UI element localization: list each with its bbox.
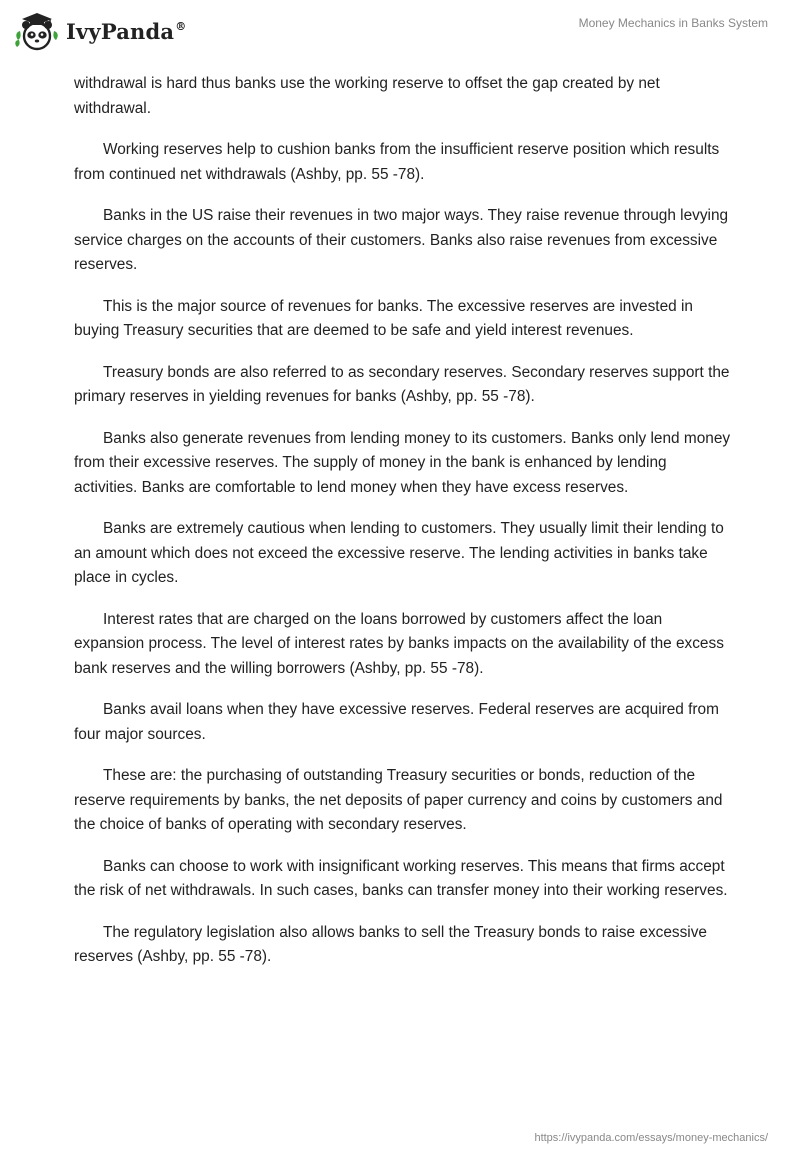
brand-name: IvyPanda® xyxy=(66,18,187,44)
source-url[interactable]: https://ivypanda.com/essays/money-mechanics/ xyxy=(534,1132,768,1144)
page-header xyxy=(0,0,800,70)
document-title: Money Mechanics in Banks System xyxy=(578,16,768,30)
paragraph: Interest rates that are charged on the loans borrowed by customers affect the loan expansion process. The level of interest rates by banks impacts on the availability of the excess bank reserves and the willing borrowers (Ashby, pp. 55 -78). xyxy=(74,610,724,677)
paragraph: Banks are extremely cautious when lending to customers. They usually limit their lending to an amount which does not exceed the excessive reserve. The lending activities in banks take place in cycles. xyxy=(74,520,724,586)
paragraph: Working reserves help to cushion banks from the insufficient reserve position which results from continued net withdrawals (Ashby, pp. 55 -78). xyxy=(74,141,720,183)
paragraph: withdrawal is hard thus banks use the working reserve to offset the gap created by net withdrawal. xyxy=(74,75,660,117)
paragraph: Banks can choose to work with insignificant working reserves. This means that firms accept the risk of net withdrawals. In such cases, banks can transfer money into their working reserves. xyxy=(74,857,728,899)
paragraph: Banks also generate revenues from lending money to its customers. Banks only lend money from their excessive reserves. The supply of money in the bank is enhanced by lending activities. Banks are comfortable to lend money when they have excess reserves. xyxy=(74,429,731,496)
panda-graduate-icon xyxy=(14,10,60,52)
paragraph: These are: the purchasing of outstanding Treasury securities or bonds, reduction of the reserve requirements by banks, the net deposits of paper currency and coins by customers and the choice of banks of operating with secondary reserves. xyxy=(74,767,723,833)
essay-body xyxy=(74,72,734,987)
paragraph: Treasury bonds are also referred to as secondary reserves. Secondary reserves support the primary reserves in yielding revenues for banks (Ashby, pp. 55 -78). xyxy=(74,363,730,405)
ivypanda-logo[interactable] xyxy=(14,10,186,52)
paragraph: This is the major source of revenues for banks. The excessive reserves are invested in buying Treasury securities that are deemed to be safe and yield interest revenues. xyxy=(74,297,693,339)
paragraph: Banks avail loans when they have excessive reserves. Federal reserves are acquired from four major sources. xyxy=(74,701,719,743)
paragraph: The regulatory legislation also allows banks to sell the Treasury bonds to raise excessive reserves (Ashby, pp. 55 -78). xyxy=(74,923,707,965)
paragraph: Banks in the US raise their revenues in two major ways. They raise revenue through levying service charges on the accounts of their customers. Banks also raise revenues from excessive reserves. xyxy=(74,207,729,273)
